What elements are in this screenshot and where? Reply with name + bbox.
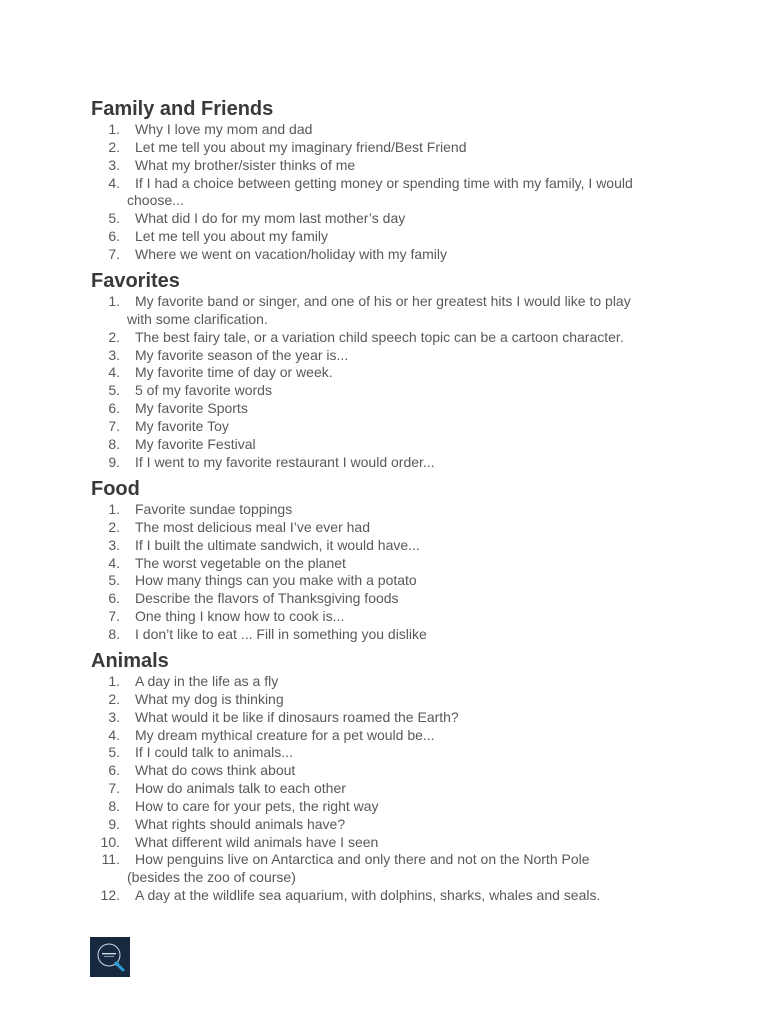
list-item-text: The most delicious meal I’ve ever had xyxy=(135,518,370,535)
list-item-text: What my brother/sister thinks of me xyxy=(135,156,356,173)
section-title: Animals xyxy=(91,650,169,672)
list-item-text: How penguins live on Antarctica and only there and not on the North Pole xyxy=(135,851,590,868)
list-item xyxy=(91,364,691,382)
list-item-number: 4. xyxy=(108,554,120,571)
list-item-text: How many things can you make with a potato xyxy=(135,572,417,589)
list-item xyxy=(91,347,691,365)
magnifier-logo-icon xyxy=(90,937,130,977)
list-item xyxy=(91,246,691,264)
list-item-number: 1. xyxy=(108,293,120,309)
list-item-number: 6. xyxy=(108,590,120,607)
list-item-text: My favorite band or singer, and one of his or her greatest hits I would like to play xyxy=(135,293,631,309)
list-item-number: 8. xyxy=(108,625,120,642)
list-item-number: 1. xyxy=(108,121,120,137)
list-item-number: 4. xyxy=(108,174,120,191)
list-item-number: 8. xyxy=(108,797,120,814)
list-item-text: How to care for your pets, the right way xyxy=(135,797,379,814)
list-item-number: 3. xyxy=(108,536,120,553)
list-item-text: What did I do for my mom last mother’s day xyxy=(135,210,406,227)
list-item-number: 7. xyxy=(108,245,120,262)
list-item-number: 5. xyxy=(108,572,120,589)
list-item xyxy=(91,798,691,816)
list-item xyxy=(91,175,691,211)
list-item xyxy=(91,590,691,608)
list-item xyxy=(91,744,691,762)
list-item-number: 3. xyxy=(108,156,120,173)
list-item-number: 4. xyxy=(108,364,120,381)
list-item xyxy=(91,519,691,537)
list-item-text: Favorite sundae toppings xyxy=(135,501,293,517)
list-item-number: 12. xyxy=(100,887,120,904)
list-item-text: The worst vegetable on the planet xyxy=(135,554,346,571)
list-item-text: 5 of my favorite words xyxy=(135,382,272,399)
list-item-number: 10. xyxy=(100,833,120,850)
list-item-text: My dream mythical creature for a pet would be... xyxy=(135,726,435,743)
list-item-number: 7. xyxy=(108,608,120,625)
list-item-number: 5. xyxy=(108,210,120,227)
list-item-text: A day at the wildlife sea aquarium, with dolphins, sharks, whales and seals. xyxy=(135,887,601,904)
list-item-number: 2. xyxy=(108,328,120,345)
list-item xyxy=(91,501,691,519)
list-item xyxy=(91,454,691,472)
list-item-number: 7. xyxy=(108,780,120,797)
section-animals xyxy=(91,649,691,905)
section-favorites xyxy=(91,269,691,471)
list-item-text: How do animals talk to each other xyxy=(135,780,346,797)
list-item-text: A day in the life as a fly xyxy=(135,673,279,689)
list-item-number: 4. xyxy=(108,726,120,743)
list-item-number: 3. xyxy=(108,708,120,725)
list-item-text: Let me tell you about my family xyxy=(135,228,328,245)
list-item-text: Where we went on vacation/holiday with my family xyxy=(135,245,448,262)
list-item-number: 11. xyxy=(101,851,120,868)
list-item-text: I don’t like to eat ... Fill in something you dislike xyxy=(135,625,427,642)
list-item xyxy=(91,157,691,175)
list-item-text: What rights should animals have? xyxy=(135,815,346,832)
list-item-text: If I built the ultimate sandwich, it would have... xyxy=(135,536,420,553)
list-item xyxy=(91,572,691,590)
list-item xyxy=(91,537,691,555)
list-item-text: What would it be like if dinosaurs roamed the Earth? xyxy=(135,708,459,725)
list-item xyxy=(91,293,691,329)
list-item-number: 2. xyxy=(108,690,120,707)
list-item xyxy=(91,139,691,157)
list-item-number: 2. xyxy=(108,518,120,535)
list-item-text: My favorite Festival xyxy=(135,435,256,452)
list-item-text: What different wild animals have I seen xyxy=(135,833,379,850)
list-item-number: 6. xyxy=(108,228,120,245)
list-item-text: The best fairy tale, or a variation child speech topic can be a cartoon character. xyxy=(135,328,624,345)
list-item-number: 1. xyxy=(108,673,120,689)
list-item-number: 9. xyxy=(108,453,120,470)
section-title: Favorites xyxy=(91,270,180,292)
list-item-text: What my dog is thinking xyxy=(135,690,284,707)
topic-list xyxy=(91,673,691,905)
list-item-text: My favorite season of the year is... xyxy=(135,346,349,363)
list-item-text: Why I love my mom and dad xyxy=(135,121,313,137)
list-item-number: 3. xyxy=(108,346,120,363)
list-item-number: 5. xyxy=(108,744,120,761)
section-family-and-friends xyxy=(91,97,691,264)
list-item xyxy=(91,673,691,691)
list-item-text: What do cows think about xyxy=(135,762,296,779)
list-item xyxy=(91,887,691,905)
list-item xyxy=(91,400,691,418)
list-item-number: 5. xyxy=(108,382,120,399)
list-item-number: 2. xyxy=(108,138,120,155)
list-item xyxy=(91,762,691,780)
list-item-text: One thing I know how to cook is... xyxy=(135,608,345,625)
list-item-text: Let me tell you about my imaginary friend/Best Friend xyxy=(135,138,467,155)
list-item xyxy=(91,436,691,454)
list-item xyxy=(91,834,691,852)
list-item-text: My favorite Sports xyxy=(135,400,248,417)
topic-list xyxy=(91,501,691,644)
list-item-text: If I went to my favorite restaurant I would order... xyxy=(135,453,435,470)
list-item xyxy=(91,608,691,626)
list-item xyxy=(91,851,691,887)
list-item xyxy=(91,382,691,400)
list-item xyxy=(91,555,691,573)
list-item-text: If I could talk to animals... xyxy=(135,744,293,761)
list-item xyxy=(91,418,691,436)
list-item-number: 9. xyxy=(108,815,120,832)
list-item xyxy=(91,626,691,644)
list-item xyxy=(91,816,691,834)
logo xyxy=(90,937,130,977)
list-item-text-continued: choose... xyxy=(127,192,184,209)
topic-list xyxy=(91,293,691,471)
list-item xyxy=(91,727,691,745)
list-item-number: 6. xyxy=(108,762,120,779)
list-item-text: If I had a choice between getting money or spending time with my family, I would xyxy=(135,174,633,191)
list-item-text-continued: (besides the zoo of course) xyxy=(127,869,296,886)
list-item xyxy=(91,709,691,727)
list-item-number: 8. xyxy=(108,435,120,452)
list-item-text: My favorite time of day or week. xyxy=(135,364,333,381)
list-item-text: Describe the flavors of Thanksgiving foods xyxy=(135,590,399,607)
list-item xyxy=(91,121,691,139)
list-item xyxy=(91,210,691,228)
section-food xyxy=(91,477,691,644)
list-item xyxy=(91,691,691,709)
section-title: Family and Friends xyxy=(91,98,274,120)
section-title: Food xyxy=(91,478,140,500)
topic-list xyxy=(91,121,691,264)
list-item-number: 7. xyxy=(108,417,120,434)
list-item xyxy=(91,228,691,246)
list-item xyxy=(91,780,691,798)
list-item-text-continued: with some clarification. xyxy=(127,310,268,327)
list-item-number: 6. xyxy=(108,400,120,417)
list-item-text: My favorite Toy xyxy=(135,417,229,434)
list-item-number: 1. xyxy=(108,501,120,517)
list-item xyxy=(91,329,691,347)
